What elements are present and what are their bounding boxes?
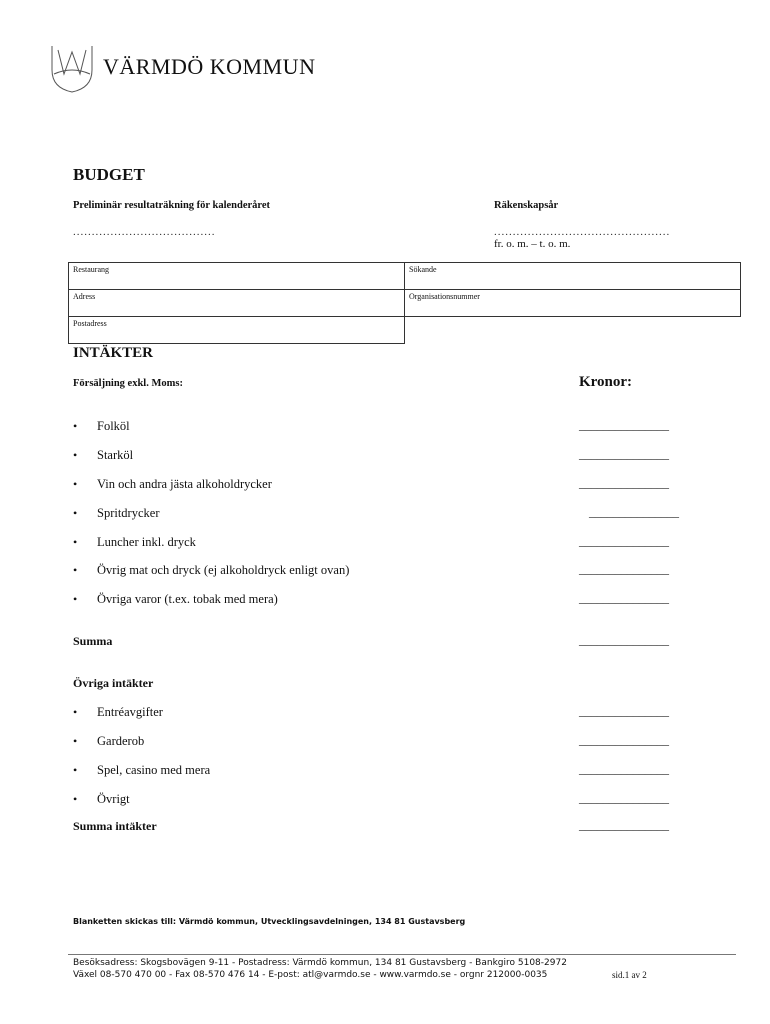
summa-intakter-label: Summa intäkter — [73, 819, 157, 833]
orgnr-label: Organisationsnummer — [409, 292, 480, 301]
fiscal-year-sub: fr. o. m. – t. o. m. — [494, 238, 571, 250]
amount-field-ovrig-mat[interactable]: _______________ — [579, 562, 669, 576]
bullet-icon: • — [73, 448, 78, 462]
kronor-heading: Kronor: — [579, 374, 633, 390]
contact-table — [68, 262, 741, 344]
section-heading-intakter: INTÄKTER — [73, 345, 154, 361]
amount-field-spel[interactable]: _______________ — [579, 762, 669, 776]
bullet-icon: • — [73, 419, 78, 433]
footer-divider — [68, 954, 736, 955]
orgnr-field[interactable] — [405, 290, 741, 317]
bullet-icon: • — [73, 763, 78, 777]
amount-field-garderob[interactable]: _______________ — [579, 733, 669, 747]
item-spel: Spel, casino med mera — [97, 763, 211, 777]
other-income-heading: Övriga intäkter — [73, 676, 154, 690]
submission-note: Blanketten skickas till: Värmdö kommun, Utvecklingsavdelningen, 134 81 Gustavsberg — [73, 917, 466, 926]
calendar-year-field[interactable]: ...................................... — [73, 226, 216, 238]
amount-field-entreavgifter[interactable]: _______________ — [579, 704, 669, 718]
organization-logo-text: VÄRMDÖ KOMMUN — [103, 54, 316, 79]
amount-field-ovriga-varor[interactable]: _______________ — [579, 591, 669, 605]
amount-field-starkol[interactable]: _______________ — [579, 447, 669, 461]
sales-label: Försäljning exkl. Moms: — [73, 378, 183, 389]
bullet-icon: • — [73, 705, 78, 719]
page-number: sid.1 av 2 — [612, 970, 647, 980]
bullet-icon: • — [73, 535, 78, 549]
bullet-icon: • — [73, 563, 78, 577]
footer-contact: Växel 08-570 470 00 - Fax 08-570 476 14 - E-post: atl@varmdo.se - www.varmdo.se - orgnr 212000-0035 — [73, 970, 548, 980]
item-vin: Vin och andra jästa alkoholdrycker — [97, 477, 272, 491]
item-ovrig-mat: Övrig mat och dryck (ej alkoholdryck enligt ovan) — [97, 563, 350, 577]
amount-field-spritdrycker[interactable]: _______________ — [589, 505, 679, 519]
adress-field[interactable] — [69, 290, 405, 317]
postadress-label: Postadress — [73, 319, 107, 328]
amount-field-ovrigt[interactable]: _______________ — [579, 791, 669, 805]
bullet-icon: • — [73, 734, 78, 748]
item-entreavgifter: Entréavgifter — [97, 705, 163, 719]
item-ovriga-varor: Övriga varor (t.ex. tobak med mera) — [97, 592, 278, 606]
bullet-icon: • — [73, 592, 78, 606]
summa-label: Summa — [73, 634, 113, 648]
item-spritdrycker: Spritdrycker — [97, 506, 160, 520]
amount-field-summa[interactable]: _______________ — [579, 633, 669, 647]
item-garderob: Garderob — [97, 734, 145, 748]
sokande-label: Sökande — [409, 265, 437, 274]
item-luncher: Luncher inkl. dryck — [97, 535, 196, 549]
restaurang-label: Restaurang — [73, 265, 109, 274]
amount-field-vin[interactable]: _______________ — [579, 476, 669, 490]
restaurang-field[interactable] — [69, 263, 405, 290]
amount-field-folkol[interactable]: _______________ — [579, 418, 669, 432]
page-title: BUDGET — [73, 165, 145, 184]
postadress-field[interactable] — [69, 317, 405, 344]
fiscal-year-label: Räkenskapsår — [494, 200, 559, 211]
amount-field-luncher[interactable]: _______________ — [579, 534, 669, 548]
calendar-year-label: Preliminär resultaträkning för kalenderåret — [73, 200, 271, 211]
bullet-icon: • — [73, 477, 78, 491]
bullet-icon: • — [73, 792, 78, 806]
amount-field-summa-intakter[interactable]: _______________ — [579, 818, 669, 832]
bullet-icon: • — [73, 506, 78, 520]
sokande-field[interactable] — [405, 263, 741, 290]
crown-shield-icon — [48, 40, 96, 99]
item-starkol: Starköl — [97, 448, 134, 462]
adress-label: Adress — [73, 292, 96, 301]
footer-address: Besöksadress: Skogsbovägen 9-11 - Postadress: Värmdö kommun, 134 81 Gustavsberg - Bankgiro 5108-2972 — [73, 958, 567, 968]
item-folkol: Folköl — [97, 419, 130, 433]
fiscal-year-field[interactable]: ............................................... — [494, 226, 671, 238]
item-ovrigt: Övrigt — [97, 792, 130, 806]
empty-cell — [405, 317, 741, 344]
